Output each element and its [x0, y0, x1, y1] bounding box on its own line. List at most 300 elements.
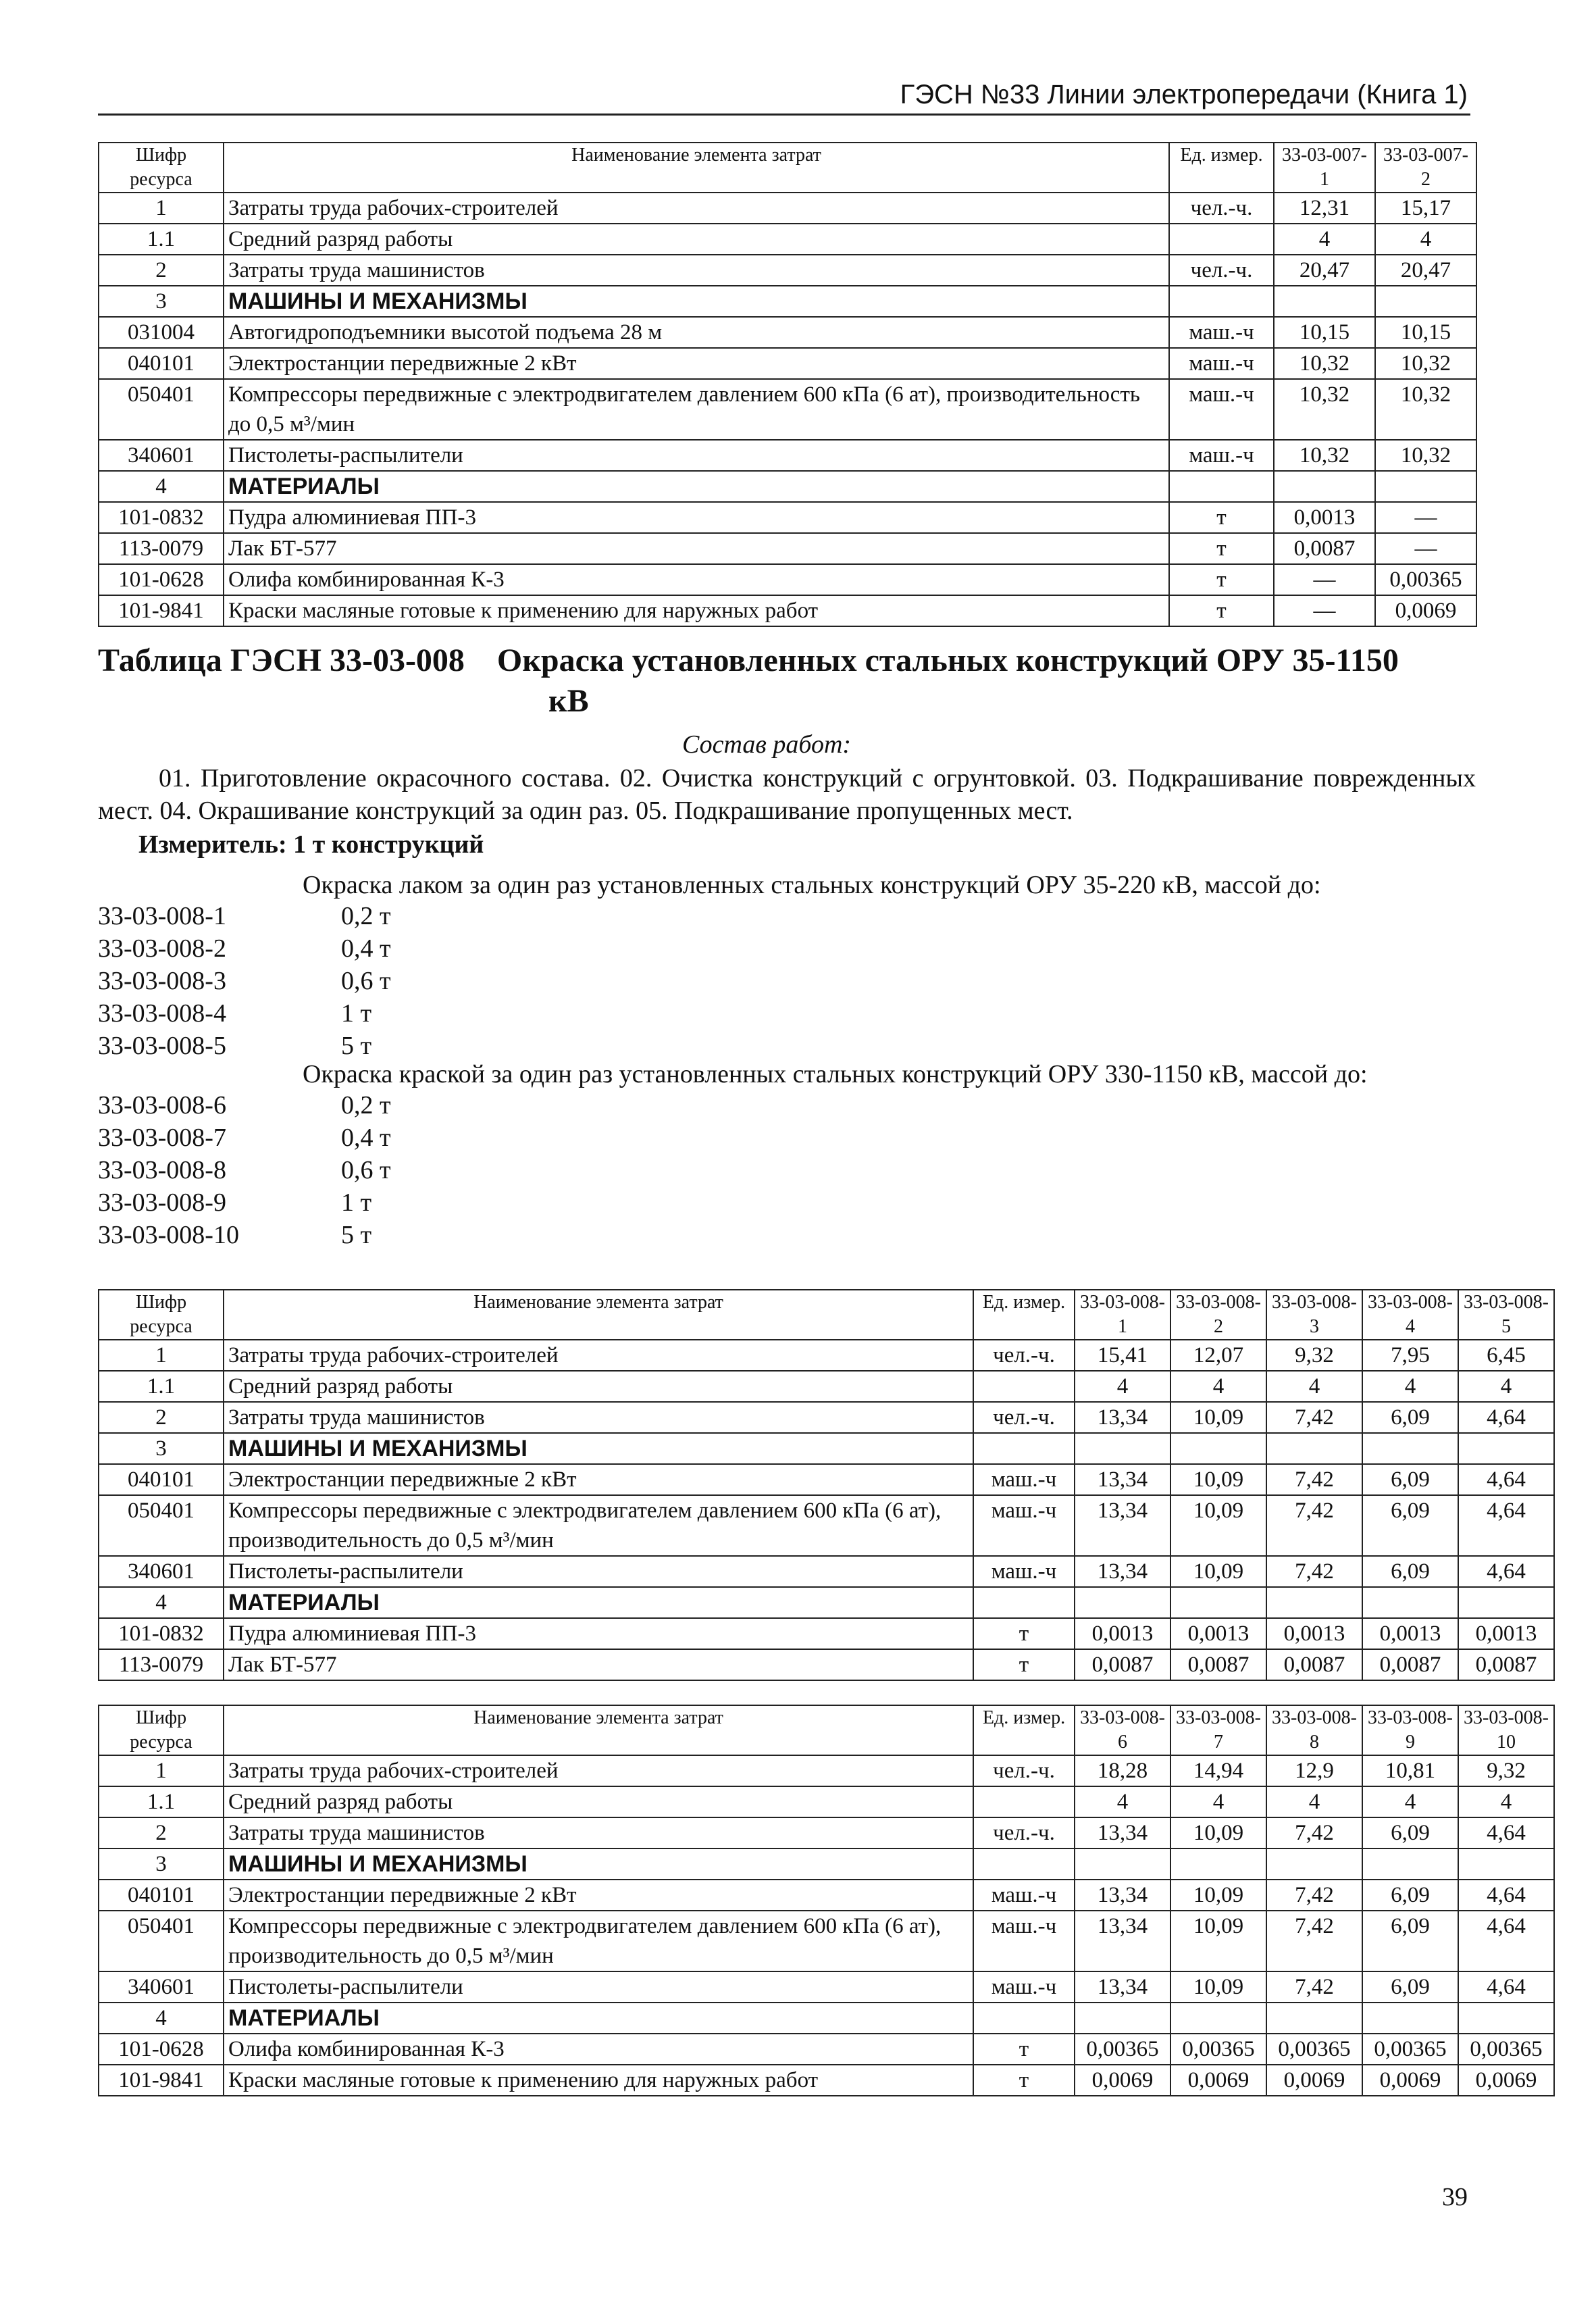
resource-code: 040101	[99, 348, 224, 379]
resource-code: 4	[99, 2003, 224, 2034]
header-cell: Шифр ресурса	[99, 143, 224, 193]
table-row	[99, 1755, 1554, 1786]
value-cell: 4,64	[1458, 1402, 1554, 1433]
header-rule	[98, 114, 1470, 116]
resource-code: 113-0079	[99, 533, 224, 564]
value-cell: 4,64	[1458, 1911, 1554, 1971]
unit: т	[973, 2034, 1075, 2065]
section-row	[99, 471, 1476, 502]
value-cell: 0,00365	[1458, 2034, 1554, 2065]
value-cell: 4	[1375, 224, 1476, 255]
section-name: МАТЕРИАЛЫ	[224, 2003, 973, 2034]
value-cell: 12,9	[1266, 1755, 1362, 1786]
value-cell: 13,34	[1075, 1402, 1170, 1433]
value-cell	[1362, 2003, 1458, 2034]
section-name: МАШИНЫ И МЕХАНИЗМЫ	[224, 1848, 973, 1880]
value-cell: 0,0013	[1362, 1618, 1458, 1649]
norm-mass: 1 т	[341, 1188, 372, 1217]
cost-element-name: Краски масляные готовые к применению для наружных работ	[224, 595, 1169, 626]
unit	[973, 2003, 1075, 2034]
value-cell: 4	[1458, 1371, 1554, 1402]
value-cell: 0,0069	[1362, 2065, 1458, 2096]
value-cell: —	[1375, 533, 1476, 564]
value-cell: 0,0087	[1266, 1649, 1362, 1680]
norm-mass: 1 т	[341, 999, 372, 1028]
cost-element-name: Затраты труда машинистов	[224, 255, 1169, 286]
unit	[1169, 471, 1274, 502]
value-cell	[1458, 1587, 1554, 1618]
norm-mass: 0,2 т	[341, 902, 391, 930]
value-cell	[1075, 1433, 1170, 1464]
value-cell: 4	[1170, 1371, 1266, 1402]
resource-code: 1.1	[99, 1786, 224, 1817]
unit	[1169, 286, 1274, 317]
value-cell: 10,09	[1170, 1464, 1266, 1495]
header-cell: 33-03-008-2	[1170, 1290, 1266, 1340]
unit: чел.-ч.	[1169, 255, 1274, 286]
unit	[1169, 224, 1274, 255]
table-header	[99, 143, 1476, 193]
table-row	[99, 2034, 1554, 2065]
header-cell: Шифр ресурса	[99, 1290, 224, 1340]
unit: чел.-ч.	[973, 1817, 1075, 1848]
resource-code: 1	[99, 1755, 224, 1786]
value-cell: 4	[1274, 224, 1375, 255]
value-cell: 4	[1075, 1786, 1170, 1817]
header-row	[99, 1705, 1554, 1755]
resource-code: 4	[99, 1587, 224, 1618]
group2-heading: Окраска краской за один раз установленных стальных конструкций ОРУ 330-1150 кВ, массой до:	[303, 1060, 1368, 1088]
table-header	[99, 1290, 1554, 1340]
norm-mass: 0,4 т	[341, 1124, 391, 1152]
cost-element-name: Пистолеты-распылители	[224, 440, 1169, 471]
group1-heading: Окраска лаком за один раз установленных стальных конструкций ОРУ 35-220 кВ, массой до:	[303, 871, 1321, 899]
section-name: МАТЕРИАЛЫ	[224, 471, 1169, 502]
unit: т	[973, 1618, 1075, 1649]
resource-code: 1.1	[99, 224, 224, 255]
section-name: МАТЕРИАЛЫ	[224, 1587, 973, 1618]
value-cell	[1458, 1848, 1554, 1880]
value-cell: —	[1375, 502, 1476, 533]
cost-element-name: Электростанции передвижные 2 кВт	[224, 1880, 973, 1911]
resource-code: 101-0628	[99, 564, 224, 595]
header-cell: 33-03-008-10	[1458, 1705, 1554, 1755]
unit: маш.-ч	[1169, 379, 1274, 440]
cost-element-name: Средний разряд работы	[224, 1371, 973, 1402]
section-title: Таблица ГЭСН 33-03-008 Окраска установленных стальных конструкций ОРУ 35-1150	[98, 643, 1399, 678]
value-cell: 13,34	[1075, 1817, 1170, 1848]
value-cell: 7,42	[1266, 1880, 1362, 1911]
table-row	[99, 533, 1476, 564]
value-cell	[1075, 2003, 1170, 2034]
header-cell: Наименование элемента затрат	[224, 143, 1169, 193]
value-cell: 13,34	[1075, 1911, 1170, 1971]
value-cell	[1170, 1587, 1266, 1618]
header-cell: 33-03-008-4	[1362, 1290, 1458, 1340]
cost-element-name: Краски масляные готовые к применению для наружных работ	[224, 2065, 973, 2096]
table-row	[99, 1880, 1554, 1911]
value-cell: 10,15	[1375, 317, 1476, 348]
value-cell: 10,81	[1362, 1755, 1458, 1786]
resource-code: 3	[99, 1848, 224, 1880]
unit: чел.-ч.	[973, 1340, 1075, 1371]
header-row	[99, 143, 1476, 193]
resource-code: 340601	[99, 1971, 224, 2003]
resource-code: 101-9841	[99, 595, 224, 626]
value-cell: 0,0069	[1170, 2065, 1266, 2096]
resource-code: 040101	[99, 1880, 224, 1911]
value-cell: 6,09	[1362, 1971, 1458, 2003]
value-cell: —	[1274, 564, 1375, 595]
value-cell: 9,32	[1266, 1340, 1362, 1371]
header-cell: Наименование элемента затрат	[224, 1705, 973, 1755]
table-row	[99, 317, 1476, 348]
value-cell: 10,09	[1170, 1556, 1266, 1587]
header-cell: 33-03-008-5	[1458, 1290, 1554, 1340]
value-cell: 10,32	[1274, 379, 1375, 440]
meter-label: Измеритель: 1 т конструкций	[138, 830, 484, 859]
value-cell: 7,42	[1266, 1402, 1362, 1433]
unit	[973, 1587, 1075, 1618]
value-cell: 6,09	[1362, 1911, 1458, 1971]
norm-code: 33-03-008-3	[98, 967, 226, 995]
value-cell: 0,0013	[1458, 1618, 1554, 1649]
value-cell: 0,0013	[1075, 1618, 1170, 1649]
value-cell: 0,0087	[1075, 1649, 1170, 1680]
value-cell: 7,95	[1362, 1340, 1458, 1371]
header-cell: 33-03-008-9	[1362, 1705, 1458, 1755]
value-cell: 0,0069	[1266, 2065, 1362, 2096]
resource-code: 2	[99, 1402, 224, 1433]
value-cell: 14,94	[1170, 1755, 1266, 1786]
unit: маш.-ч	[973, 1911, 1075, 1971]
value-cell: 10,32	[1274, 348, 1375, 379]
section-name: МАШИНЫ И МЕХАНИЗМЫ	[224, 286, 1169, 317]
value-cell: 10,15	[1274, 317, 1375, 348]
resource-code: 340601	[99, 1556, 224, 1587]
unit: т	[973, 1649, 1075, 1680]
value-cell: 4,64	[1458, 1880, 1554, 1911]
value-cell: 10,32	[1375, 379, 1476, 440]
table-row	[99, 502, 1476, 533]
value-cell: 15,17	[1375, 193, 1476, 224]
value-cell	[1075, 1587, 1170, 1618]
norm-code: 33-03-008-6	[98, 1091, 226, 1120]
resource-table-008-a	[98, 1289, 1555, 1681]
resource-code: 101-9841	[99, 2065, 224, 2096]
value-cell	[1458, 2003, 1554, 2034]
cost-element-name: Автогидроподъемники высотой подъема 28 м	[224, 317, 1169, 348]
cost-element-name: Компрессоры передвижные с электродвигателем давлением 600 кПа (6 ат), производительность до 0,5 м³/мин	[224, 1495, 973, 1556]
resource-code: 050401	[99, 1495, 224, 1556]
value-cell: 0,0069	[1075, 2065, 1170, 2096]
value-cell	[1362, 1848, 1458, 1880]
resource-code: 050401	[99, 1911, 224, 1971]
unit: т	[1169, 533, 1274, 564]
unit: маш.-ч	[1169, 317, 1274, 348]
value-cell: 6,09	[1362, 1464, 1458, 1495]
header-cell: 33-03-008-1	[1075, 1290, 1170, 1340]
norm-code: 33-03-008-2	[98, 934, 226, 963]
section-row	[99, 1848, 1554, 1880]
value-cell	[1362, 1587, 1458, 1618]
value-cell: 7,42	[1266, 1464, 1362, 1495]
table-row	[99, 1649, 1554, 1680]
value-cell: 20,47	[1274, 255, 1375, 286]
value-cell: 6,09	[1362, 1880, 1458, 1911]
unit: чел.-ч.	[973, 1755, 1075, 1786]
cost-element-name: Пистолеты-распылители	[224, 1556, 973, 1587]
value-cell	[1170, 1433, 1266, 1464]
value-cell: 0,0013	[1170, 1618, 1266, 1649]
resource-code: 1	[99, 1340, 224, 1371]
value-cell: 12,31	[1274, 193, 1375, 224]
value-cell: 0,00365	[1266, 2034, 1362, 2065]
unit: т	[1169, 564, 1274, 595]
value-cell: 13,34	[1075, 1495, 1170, 1556]
unit: т	[973, 2065, 1075, 2096]
value-cell: 18,28	[1075, 1755, 1170, 1786]
resource-code: 101-0832	[99, 502, 224, 533]
table-row	[99, 1464, 1554, 1495]
value-cell: 0,0087	[1458, 1649, 1554, 1680]
value-cell: 0,0069	[1458, 2065, 1554, 2096]
value-cell	[1274, 471, 1375, 502]
resource-code: 050401	[99, 379, 224, 440]
value-cell	[1362, 1433, 1458, 1464]
running-header: ГЭСН №33 Линии электропередачи (Книга 1)	[900, 80, 1468, 109]
value-cell: 4,64	[1458, 1464, 1554, 1495]
norm-mass: 0,2 т	[341, 1091, 391, 1120]
table-body	[99, 193, 1476, 626]
value-cell	[1075, 1848, 1170, 1880]
unit: чел.-ч.	[973, 1402, 1075, 1433]
value-cell: 15,41	[1075, 1340, 1170, 1371]
header-cell: 33-03-007-2	[1375, 143, 1476, 193]
cost-element-name: Олифа комбинированная К-3	[224, 564, 1169, 595]
value-cell: 10,09	[1170, 1817, 1266, 1848]
unit: маш.-ч	[1169, 348, 1274, 379]
table-row	[99, 2065, 1554, 2096]
cost-element-name: Компрессоры передвижные с электродвигателем давлением 600 кПа (6 ат), производительность до 0,5 м³/мин	[224, 379, 1169, 440]
value-cell: 10,09	[1170, 1911, 1266, 1971]
cost-element-name: Электростанции передвижные 2 кВт	[224, 1464, 973, 1495]
value-cell	[1375, 286, 1476, 317]
page-number: 39	[1442, 2183, 1468, 2211]
value-cell: 0,0013	[1266, 1618, 1362, 1649]
value-cell	[1170, 2003, 1266, 2034]
table-row	[99, 1911, 1554, 1971]
value-cell: 10,32	[1375, 440, 1476, 471]
value-cell: 10,09	[1170, 1402, 1266, 1433]
resource-code: 3	[99, 1433, 224, 1464]
table-row	[99, 440, 1476, 471]
unit	[973, 1848, 1075, 1880]
value-cell: 6,09	[1362, 1556, 1458, 1587]
value-cell: 9,32	[1458, 1755, 1554, 1786]
norm-mass: 0,6 т	[341, 967, 391, 995]
unit: маш.-ч	[973, 1495, 1075, 1556]
value-cell	[1266, 1587, 1362, 1618]
resource-code: 113-0079	[99, 1649, 224, 1680]
cost-element-name: Затраты труда машинистов	[224, 1817, 973, 1848]
header-cell: 33-03-008-7	[1170, 1705, 1266, 1755]
table-row	[99, 224, 1476, 255]
section-title-cont: кВ	[548, 683, 589, 719]
resource-code: 101-0832	[99, 1618, 224, 1649]
resource-code: 4	[99, 471, 224, 502]
composition-label: Состав работ:	[682, 730, 852, 759]
value-cell: 13,34	[1075, 1464, 1170, 1495]
value-cell	[1458, 1433, 1554, 1464]
unit: чел.-ч.	[1169, 193, 1274, 224]
table-row	[99, 595, 1476, 626]
cost-element-name: Пудра алюминиевая ПП-3	[224, 502, 1169, 533]
cost-element-name: Лак БТ-577	[224, 1649, 973, 1680]
section-row	[99, 1587, 1554, 1618]
table-row	[99, 348, 1476, 379]
cost-element-name: Электростанции передвижные 2 кВт	[224, 348, 1169, 379]
table-row	[99, 1556, 1554, 1587]
value-cell: 10,09	[1170, 1880, 1266, 1911]
table-body	[99, 1755, 1554, 2096]
value-cell: —	[1274, 595, 1375, 626]
resource-code: 3	[99, 286, 224, 317]
value-cell: 0,0087	[1362, 1649, 1458, 1680]
unit	[973, 1371, 1075, 1402]
value-cell	[1274, 286, 1375, 317]
header-cell: Шифр ресурса	[99, 1705, 224, 1755]
norm-code: 33-03-008-4	[98, 999, 226, 1028]
table-row	[99, 1371, 1554, 1402]
section-row	[99, 1433, 1554, 1464]
header-cell: 33-03-008-6	[1075, 1705, 1170, 1755]
section-row	[99, 286, 1476, 317]
section-name: МАШИНЫ И МЕХАНИЗМЫ	[224, 1433, 973, 1464]
value-cell: 0,00365	[1375, 564, 1476, 595]
value-cell: 7,42	[1266, 1971, 1362, 2003]
table-body	[99, 1340, 1554, 1680]
value-cell: 10,09	[1170, 1495, 1266, 1556]
value-cell	[1266, 2003, 1362, 2034]
header-cell: Ед. измер.	[1169, 143, 1274, 193]
section-row	[99, 2003, 1554, 2034]
value-cell: 4	[1362, 1786, 1458, 1817]
unit	[973, 1786, 1075, 1817]
value-cell: 13,34	[1075, 1556, 1170, 1587]
unit: т	[1169, 502, 1274, 533]
cost-element-name: Затраты труда рабочих-строителей	[224, 1340, 973, 1371]
table-row	[99, 1495, 1554, 1556]
value-cell: 12,07	[1170, 1340, 1266, 1371]
value-cell: 6,09	[1362, 1495, 1458, 1556]
value-cell: 0,0013	[1274, 502, 1375, 533]
value-cell	[1170, 1848, 1266, 1880]
unit: маш.-ч	[1169, 440, 1274, 471]
norm-code: 33-03-008-7	[98, 1124, 226, 1152]
value-cell: 4,64	[1458, 1556, 1554, 1587]
table-row	[99, 255, 1476, 286]
header-cell: Наименование элемента затрат	[224, 1290, 973, 1340]
value-cell: 0,00365	[1075, 2034, 1170, 2065]
resource-table-008-b	[98, 1705, 1555, 2096]
value-cell: 10,32	[1375, 348, 1476, 379]
value-cell: 0,0087	[1274, 533, 1375, 564]
value-cell: 7,42	[1266, 1495, 1362, 1556]
value-cell	[1266, 1848, 1362, 1880]
resource-code: 031004	[99, 317, 224, 348]
value-cell: 6,09	[1362, 1402, 1458, 1433]
cost-element-name: Средний разряд работы	[224, 1786, 973, 1817]
cost-element-name: Средний разряд работы	[224, 224, 1169, 255]
resource-code: 1.1	[99, 1371, 224, 1402]
value-cell: 4	[1266, 1786, 1362, 1817]
resource-code: 2	[99, 1817, 224, 1848]
table-row	[99, 1402, 1554, 1433]
norm-mass: 0,4 т	[341, 934, 391, 963]
value-cell: 7,42	[1266, 1556, 1362, 1587]
value-cell: 13,34	[1075, 1971, 1170, 2003]
resource-code: 340601	[99, 440, 224, 471]
value-cell: 4	[1266, 1371, 1362, 1402]
cost-element-name: Затраты труда машинистов	[224, 1402, 973, 1433]
value-cell: 4	[1075, 1371, 1170, 1402]
resource-code: 040101	[99, 1464, 224, 1495]
cost-element-name: Компрессоры передвижные с электродвигателем давлением 600 кПа (6 ат), производительность до 0,5 м³/мин	[224, 1911, 973, 1971]
cost-element-name: Пистолеты-распылители	[224, 1971, 973, 2003]
value-cell: 20,47	[1375, 255, 1476, 286]
value-cell: 0,0087	[1170, 1649, 1266, 1680]
unit: т	[1169, 595, 1274, 626]
norm-code: 33-03-008-8	[98, 1156, 226, 1184]
norm-code: 33-03-008-1	[98, 902, 226, 930]
resource-code: 101-0628	[99, 2034, 224, 2065]
table-row	[99, 1786, 1554, 1817]
unit: маш.-ч	[973, 1464, 1075, 1495]
works-text: 01. Приготовление окрасочного состава. 02. Очистка конструкций с огрунтовкой. 03. Подкрашивание поврежденных мест. 04. Окрашивание конструкций за один раз. 05. Подкрашивание пропущенных мест.	[98, 764, 1476, 825]
unit: маш.-ч	[973, 1971, 1075, 2003]
unit: маш.-ч	[973, 1880, 1075, 1911]
resource-code: 2	[99, 255, 224, 286]
value-cell: 4,64	[1458, 1971, 1554, 2003]
value-cell: 10,32	[1274, 440, 1375, 471]
header-cell: Ед. измер.	[973, 1290, 1075, 1340]
resource-code: 1	[99, 193, 224, 224]
table-row	[99, 1817, 1554, 1848]
table-row	[99, 193, 1476, 224]
norm-mass: 5 т	[341, 1032, 372, 1060]
cost-element-name: Затраты труда рабочих-строителей	[224, 193, 1169, 224]
cost-element-name: Лак БТ-577	[224, 533, 1169, 564]
norm-code: 33-03-008-5	[98, 1032, 226, 1060]
value-cell: 7,42	[1266, 1911, 1362, 1971]
value-cell	[1266, 1433, 1362, 1464]
header-row	[99, 1290, 1554, 1340]
value-cell: 6,45	[1458, 1340, 1554, 1371]
value-cell: 6,09	[1362, 1817, 1458, 1848]
norm-code: 33-03-008-9	[98, 1188, 226, 1217]
header-cell: 33-03-008-3	[1266, 1290, 1362, 1340]
header-cell: 33-03-007-1	[1274, 143, 1375, 193]
value-cell	[1375, 471, 1476, 502]
cost-element-name: Пудра алюминиевая ПП-3	[224, 1618, 973, 1649]
value-cell: 4,64	[1458, 1495, 1554, 1556]
value-cell: 4	[1170, 1786, 1266, 1817]
cost-element-name: Затраты труда рабочих-строителей	[224, 1755, 973, 1786]
header-cell: Ед. измер.	[973, 1705, 1075, 1755]
value-cell: 0,00365	[1170, 2034, 1266, 2065]
norm-code: 33-03-008-10	[98, 1221, 239, 1249]
